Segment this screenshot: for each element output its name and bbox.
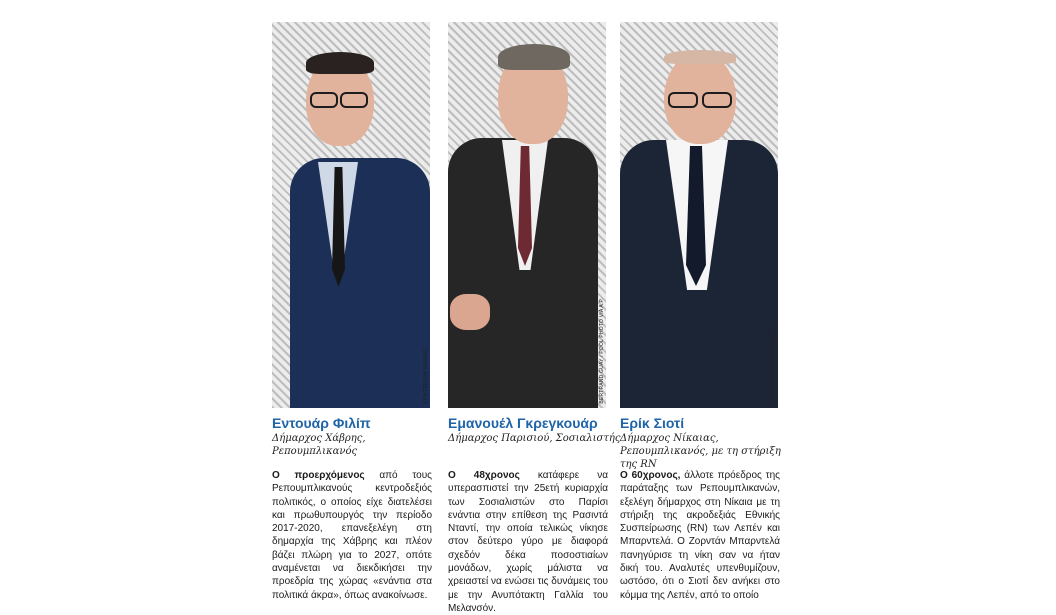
person-name: Εντουάρ Φιλίπ	[272, 415, 371, 431]
person-figure	[272, 22, 430, 408]
person-figure	[620, 22, 778, 408]
person-figure	[448, 22, 606, 408]
photo-credit: AP PHOTO/THOMAS PADILLA	[771, 329, 777, 404]
profile-lead: Ο προερχόμενος	[272, 470, 365, 481]
profile-body: από τους Ρεπουμπλικανούς κεντροδεξιός πολιτικός, ο οποίος είχε διατελέσει και πρωθυπουργός την περίοδο 2017-2020, επανεξελέγη στη δημαρχία της Χάβρης και πλέον βάζει πλώρη για το 2027, οπότε αναμένεται να διεκδικήσει την προεδρία της χώρας «ενάντια στα πολιτικά άκρα», όπως ανακοίνωσε.	[272, 470, 432, 601]
person-name: Ερίκ Σιοτί	[620, 415, 685, 431]
person-role: Δήμαρχος Παρισιού, Σοσιαλιστής	[448, 433, 621, 444]
photo-credit: EPA/TERESA SUAREZ	[423, 348, 429, 404]
profile-body: κατάφερε να υπερασπιστεί την 25ετή κυριαρχία των Σοσιαλιστών στο Παρίσι ενάντια στην επίθεση της Ρασιντά Νταντί, την οποία τελικώς νίκησε στον δεύτερο γύρο με διαφορά σχεδόν δέκα ποσοστιαίων μονάδων, χωρίς μάλιστα να χρειαστεί να ενώσει τις δυνάμεις του με την Ανυπότακτη Γαλλία του Μελανσόν.	[448, 470, 608, 614]
profile-lead: Ο 48χρονος	[448, 470, 520, 481]
portrait-photo	[620, 22, 778, 408]
profile-text	[448, 469, 608, 615]
profile-text	[620, 469, 780, 602]
profile-text	[272, 469, 432, 602]
profile-lead: Ο 60χρονος,	[620, 470, 681, 481]
portrait-photo	[448, 22, 606, 408]
portrait-photo	[272, 22, 430, 408]
person-name: Εμανουέλ Γκρεγκουάρ	[448, 415, 598, 431]
person-role: Δήμαρχος Νίκαιας, Ρεπουμπλικανός, με τη στήριξη της RN	[620, 433, 781, 470]
hand	[450, 294, 490, 330]
photo-credit: BERTRAND GUAY / POOL PHOTO VIA A.P.	[599, 298, 605, 404]
person-role: Δήμαρχος Χάβρης, Ρεπουμπλικανός	[272, 433, 366, 457]
profile-body: άλλοτε πρόεδρος της παράταξης των Ρεπουμπλικανών, εξελέγη δήμαρχος στη Νίκαια με τη στήριξη της ακροδεξιάς Εθνικής Συσπείρωσης (RN) των Λεπέν και Μπαρντελά. Ο Ζορντάν Μπαρντελά πανηγύρισε τη νίκη σαν να ήταν δική του. Αναλυτές υπενθυμίζουν, ωστόσο, ότι ο Σιοτί δεν ανήκει στο κόμμα της Λεπέν, από το οποίο	[620, 470, 780, 601]
